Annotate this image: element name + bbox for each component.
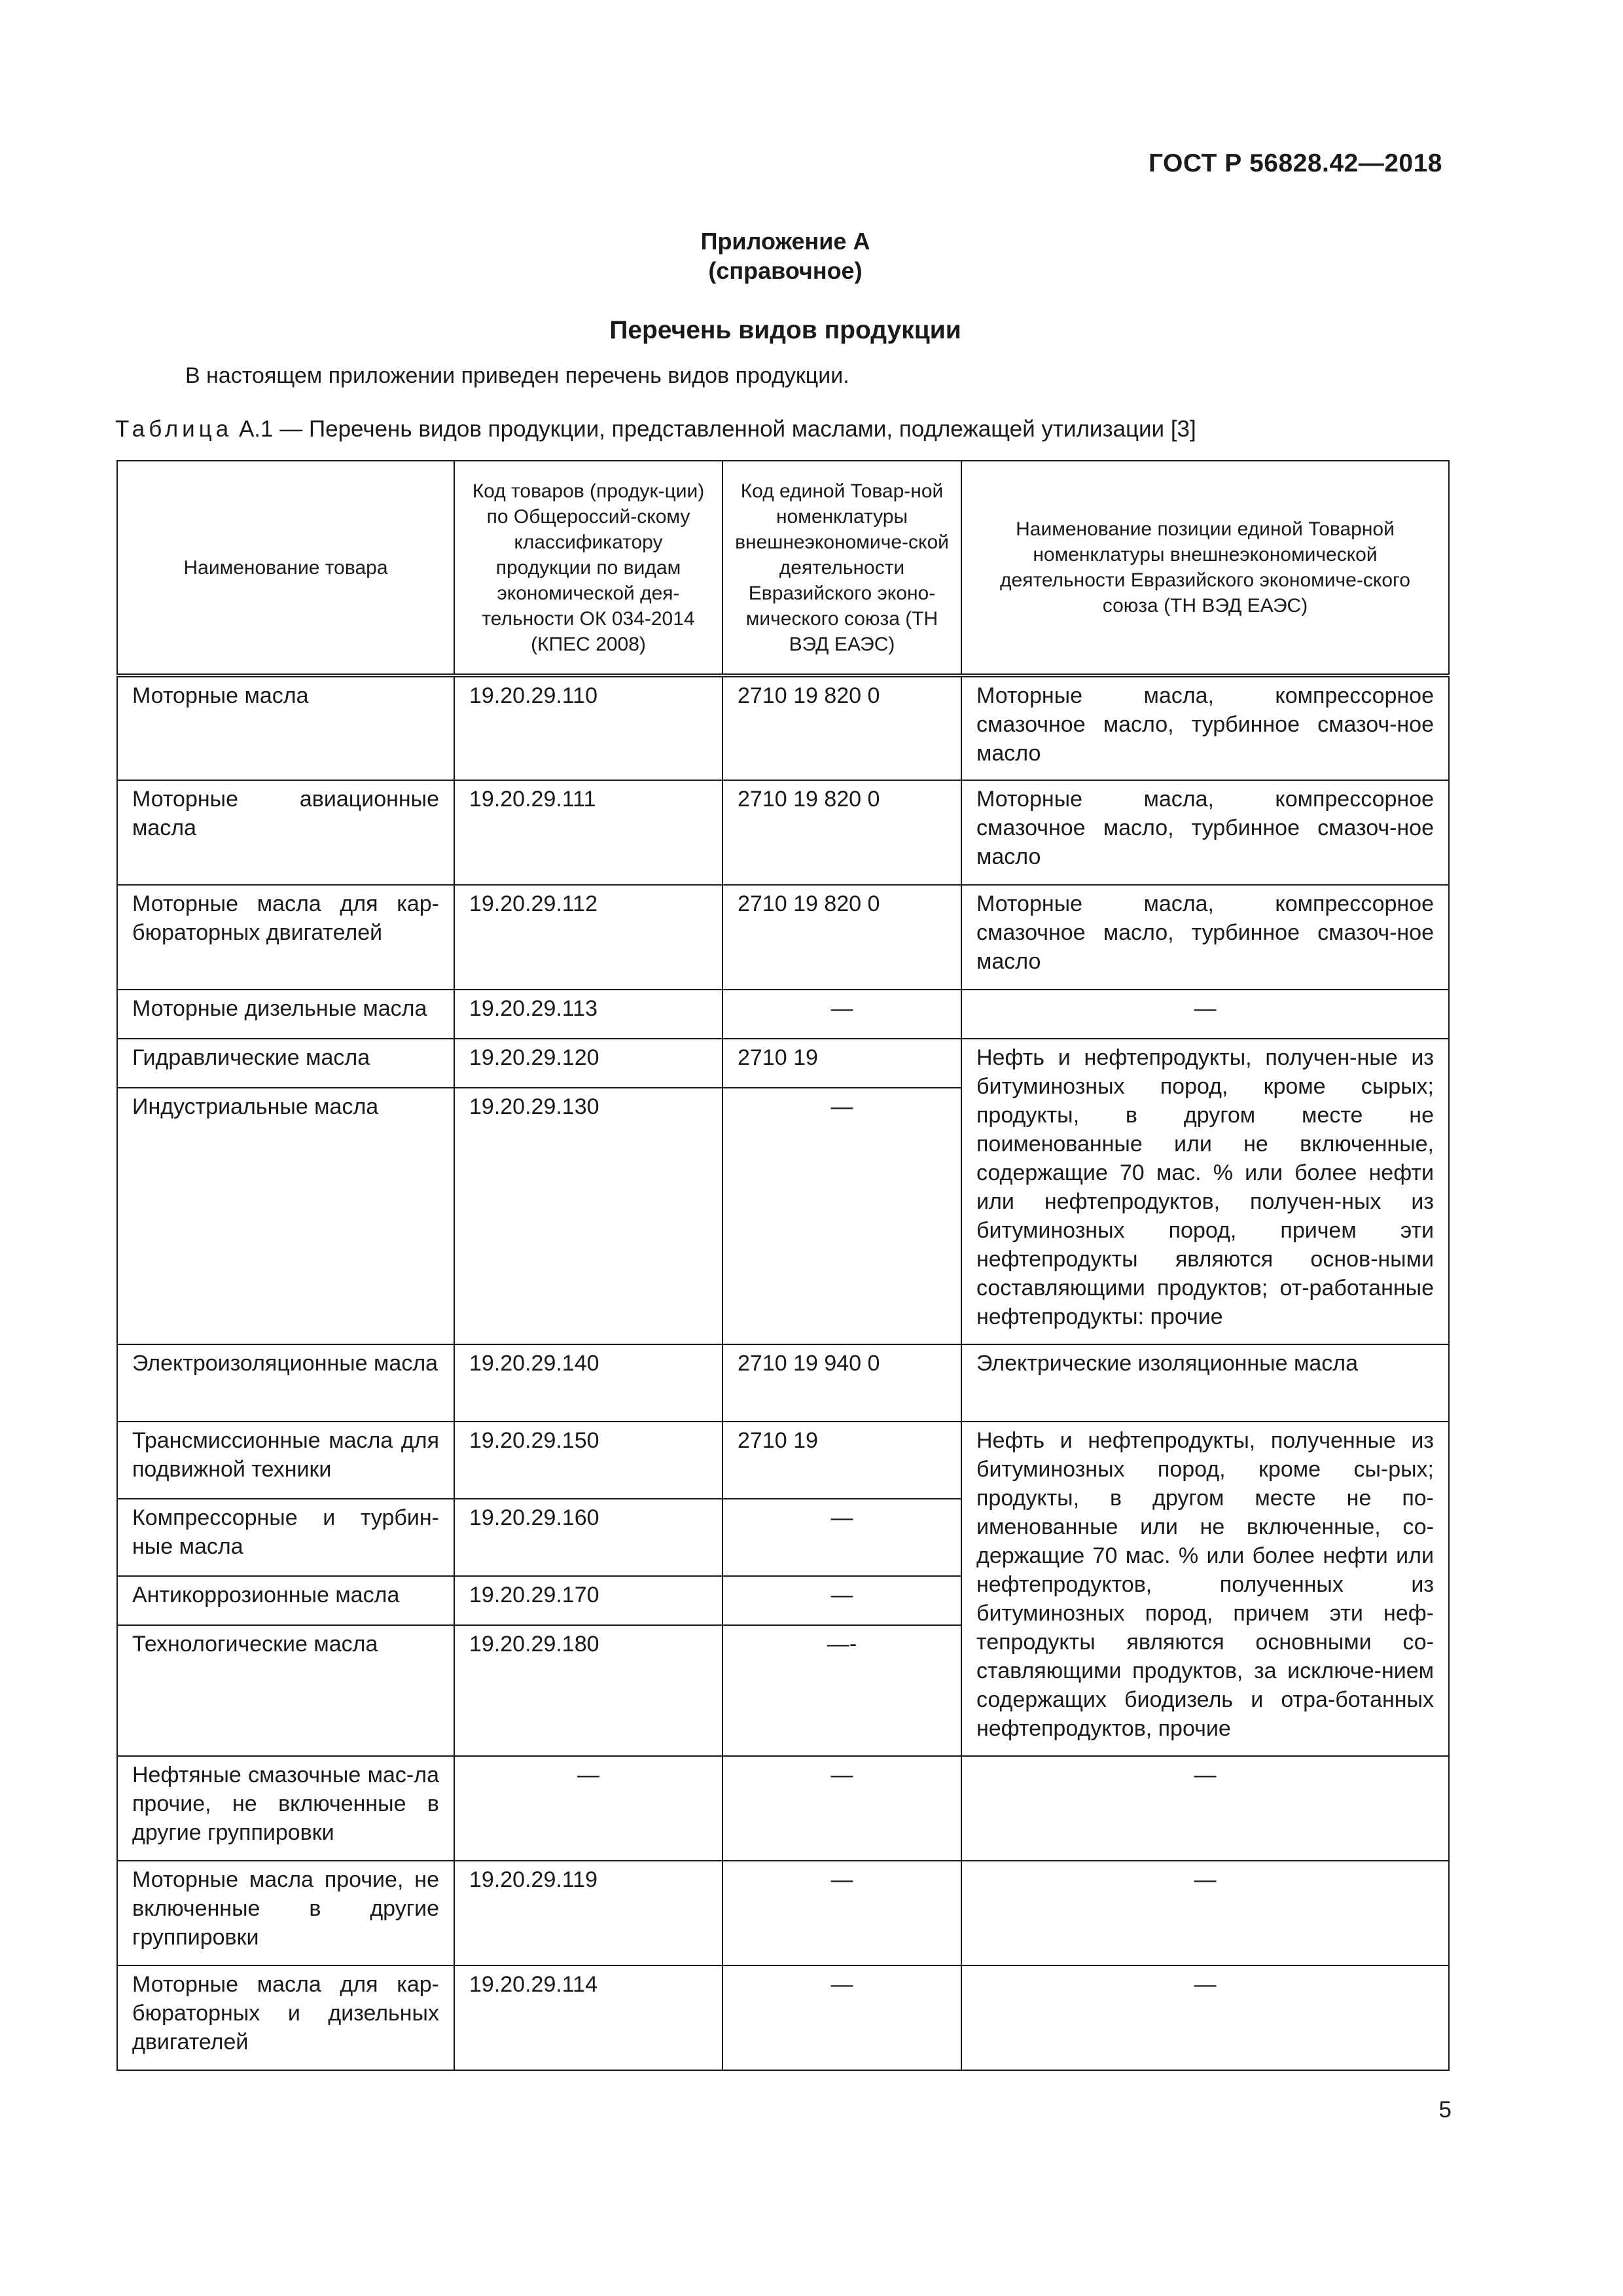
- cell-product-name: Моторные масла для кар-бюраторных и дизельных двигателей: [117, 1965, 454, 2070]
- cell-tnved-code: 2710 19 820 0: [722, 675, 961, 780]
- cell-product-name: Индустриальные масла: [117, 1088, 454, 1344]
- standard-designation: ГОСТ Р 56828.42—2018: [1148, 149, 1442, 177]
- cell-tnved-code: —-: [722, 1625, 961, 1756]
- page-number: 5: [1438, 2097, 1452, 2123]
- cell-tnved-code: —: [722, 1756, 961, 1861]
- cell-tnved-description: —: [961, 1965, 1449, 2070]
- cell-okpd-code: 19.20.29.114: [454, 1965, 722, 2070]
- cell-tnved-description: Моторные масла, компрессорное смазочное масло, турбинное смазоч-ное масло: [961, 780, 1449, 885]
- cell-okpd-code: 19.20.29.130: [454, 1088, 722, 1344]
- cell-tnved-code: 2710 19 820 0: [722, 780, 961, 885]
- cell-product-name: Моторные масла: [117, 675, 454, 780]
- cell-okpd-code: 19.20.29.140: [454, 1344, 722, 1422]
- cell-okpd-code: 19.20.29.160: [454, 1499, 722, 1576]
- annex-status: (справочное): [708, 257, 863, 284]
- cell-product-name: Технологические масла: [117, 1625, 454, 1756]
- cell-tnved-code: 2710 19: [722, 1039, 961, 1088]
- cell-tnved-code: —: [722, 1499, 961, 1576]
- cell-okpd-code: 19.20.29.120: [454, 1039, 722, 1088]
- cell-tnved-description: Моторные масла, компрессорное смазочное масло, турбинное смазоч-ное масло: [961, 885, 1449, 990]
- table-row: [117, 885, 1449, 990]
- section-title: Перечень видов продукции: [609, 316, 961, 344]
- table-caption: [115, 416, 1196, 442]
- header-product-name: Наименование товара: [117, 461, 454, 675]
- cell-product-name: Электроизоляционные масла: [117, 1344, 454, 1422]
- table-row: [117, 675, 1449, 780]
- intro-paragraph: В настоящем приложении приведен перечень видов продукции.: [185, 363, 849, 388]
- table-row: [117, 1965, 1449, 2070]
- header-okpd-code: Код товаров (продук-ции) по Общероссий-скому классификатору продукции по видам экономической дея-тельности ОК 034-2014 (КПЕС 2008): [454, 461, 722, 675]
- cell-tnved-code: —: [722, 1861, 961, 1965]
- cell-product-name: Моторные авиационные масла: [117, 780, 454, 885]
- header-tnved-code: Код единой Товар-ной номенклатуры внешнеэкономиче-ской деятельности Евразийского эконо-мического союза (ТН ВЭД ЕАЭС): [722, 461, 961, 675]
- cell-product-name: Гидравлические масла: [117, 1039, 454, 1088]
- cell-tnved-code: —: [722, 1965, 961, 2070]
- table-caption-label: Таблица: [115, 416, 233, 442]
- table-caption-text: А.1 — Перечень видов продукции, представленной маслами, подлежащей утилизации [3]: [232, 416, 1196, 442]
- cell-tnved-description: Нефть и нефтепродукты, получен-ные из битуминозных пород, кроме сырых; продукты, в другом месте не поименованные или не включенные, содержащие 70 мас. % или более нефти или нефтепродуктов, получен-ных из битуминозных пород, причем эти нефтепродукты являются основ-ными составляющими продуктов; от-работанные нефтепродукты: прочие: [961, 1039, 1449, 1344]
- cell-product-name: Моторные масла для кар-бюраторных двигателей: [117, 885, 454, 990]
- cell-product-name: Нефтяные смазочные мас-ла прочие, не включенные в другие группировки: [117, 1756, 454, 1861]
- cell-product-name: Моторные масла прочие, не включенные в другие группировки: [117, 1861, 454, 1965]
- cell-tnved-description: —: [961, 990, 1449, 1039]
- cell-product-name: Трансмиссионные масла для подвижной техники: [117, 1422, 454, 1499]
- table-row: [117, 990, 1449, 1039]
- table-header-row: [117, 461, 1449, 675]
- cell-okpd-code: 19.20.29.110: [454, 675, 722, 780]
- cell-product-name: Антикоррозионные масла: [117, 1576, 454, 1625]
- products-table: [116, 460, 1450, 2071]
- cell-tnved-code: —: [722, 1088, 961, 1344]
- cell-okpd-code: 19.20.29.119: [454, 1861, 722, 1965]
- cell-okpd-code: 19.20.29.170: [454, 1576, 722, 1625]
- table-row: [117, 1422, 1449, 1499]
- cell-okpd-code: —: [454, 1756, 722, 1861]
- cell-product-name: Моторные дизельные масла: [117, 990, 454, 1039]
- table-row: [117, 1344, 1449, 1422]
- cell-tnved-description: —: [961, 1861, 1449, 1965]
- table-row: [117, 1861, 1449, 1965]
- cell-okpd-code: 19.20.29.180: [454, 1625, 722, 1756]
- cell-okpd-code: 19.20.29.113: [454, 990, 722, 1039]
- table-row: [117, 780, 1449, 885]
- cell-product-name: Компрессорные и турбин-ные масла: [117, 1499, 454, 1576]
- cell-tnved-description: Электрические изоляционные масла: [961, 1344, 1449, 1422]
- cell-tnved-description: Моторные масла, компрессорное смазочное масло, турбинное смазоч-ное масло: [961, 675, 1449, 780]
- header-tnved-description: Наименование позиции единой Товарной номенклатуры внешнеэкономической деятельности Евразийского экономиче-ского союза (ТН ВЭД ЕАЭС): [961, 461, 1449, 675]
- cell-tnved-description: —: [961, 1756, 1449, 1861]
- cell-tnved-code: 2710 19 820 0: [722, 885, 961, 990]
- cell-tnved-code: 2710 19 940 0: [722, 1344, 961, 1422]
- annex-title: Приложение А: [700, 228, 870, 255]
- cell-tnved-code: 2710 19: [722, 1422, 961, 1499]
- table-row: [117, 1039, 1449, 1088]
- cell-tnved-code: —: [722, 1576, 961, 1625]
- cell-okpd-code: 19.20.29.111: [454, 780, 722, 885]
- cell-tnved-description: Нефть и нефтепродукты, полученные из битуминозных пород, кроме сы-рых; продукты, в другом месте не по-именованные или не включенные, со-держащие 70 мас. % или более нефти или нефтепродуктов, полученных из битуминозных пород, причем эти неф-тепродукты являются основными со-ставляющими продуктов, за исключе-нием содержащих биодизель и отра-ботанных нефтепродуктов, прочие: [961, 1422, 1449, 1756]
- cell-okpd-code: 19.20.29.150: [454, 1422, 722, 1499]
- cell-okpd-code: 19.20.29.112: [454, 885, 722, 990]
- table-row: [117, 1756, 1449, 1861]
- cell-tnved-code: —: [722, 990, 961, 1039]
